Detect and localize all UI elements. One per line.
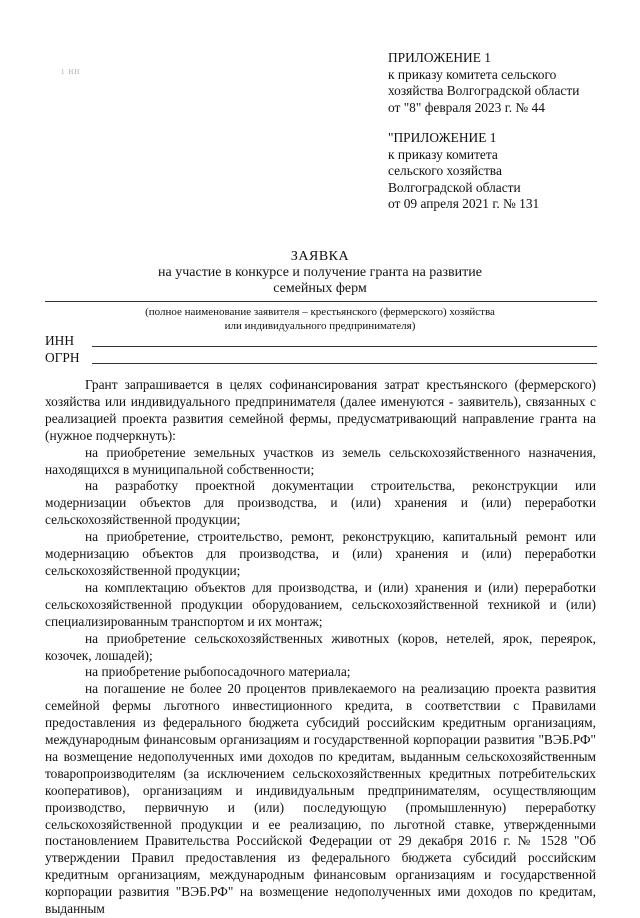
annex-line: сельского хозяйства	[388, 163, 502, 178]
scan-mark: 1 НН	[61, 68, 81, 76]
option-item: на приобретение сельскохозяйственных животных (коров, нетелей, ярок, переярок, козочек, лошадей);	[45, 630, 596, 663]
inn-field-line	[92, 346, 597, 347]
intro-paragraph: Грант запрашивается в целях софинансирования затрат крестьянского (фермерского) хозяйства или индивидуального предпринимателя (далее именуются - заявитель), связанных с реализацией проекта развития семейной фермы, предусматривающий направление гранта на (нужное подчеркнуть):	[45, 377, 596, 443]
annex-line: ПРИЛОЖЕНИЕ 1	[388, 50, 491, 65]
annex-line: к приказу комитета	[388, 146, 498, 162]
annex-line: хозяйства Волгоградской области	[388, 83, 580, 98]
option-item: на приобретение земельных участков из земель сельскохозяйственного назначения, находящихся в муниципальной собственности;	[45, 444, 596, 477]
annex-line: от "8" февраля 2023 г. № 44	[388, 99, 545, 115]
option-item: на комплектацию объектов для производства, и (или) хранения и (или) переработки сельскохозяйственной продукции оборудованием, сельскохозяйственной техникой и (или) специализированным транспортом и их монтаж;	[45, 579, 596, 629]
caption-line: (полное наименование заявителя – крестьянского (фермерского) хозяйства	[145, 306, 495, 318]
title-line: семейных ферм	[273, 281, 367, 296]
option-item: на приобретение, строительство, ремонт, реконструкцию, капитальный ремонт или модернизацию объектов для производства, и (или) хранения и (или) переработки сельскохозяйственной продукции;	[45, 529, 596, 578]
ogrn-field-line	[92, 363, 597, 364]
annex-header-current	[388, 50, 579, 116]
option-item: на разработку проектной документации строительства, реконструкции или модернизации объектов для производства, и (или) хранения и (или) переработки сельскохозяйственной продукции;	[45, 478, 596, 528]
applicant-name-caption	[0, 305, 640, 333]
annex-header-original	[388, 130, 539, 213]
caption-line: или индивидуального предпринимателя)	[224, 320, 416, 332]
title-line: на участие в конкурсе и получение гранта на развитие	[158, 265, 482, 280]
annex-line: от 09 апреля 2021 г. № 131	[388, 196, 540, 211]
document-title	[0, 249, 640, 297]
annex-line: к приказу комитета сельского	[388, 66, 557, 82]
annex-line: "ПРИЛОЖЕНИЕ 1	[388, 130, 497, 145]
inn-label: ИНН	[45, 333, 75, 348]
title-heading: ЗАЯВКА	[290, 249, 350, 264]
option-item: на приобретение рыбопосадочного материала;	[85, 664, 351, 680]
ogrn-label: ОГРН	[45, 350, 80, 365]
application-body	[45, 377, 596, 918]
option-item: на погашение не более 20 процентов привлекаемого на реализацию проекта развития семейной фермы льготного инвестиционного кредита, в соответствии с Правилами предоставления из федерального бюджета субсидий российским кредитным организациям, международным финансовым организациям и государственной корпорации развития "ВЭБ.РФ" на возмещение недополученных ими доходов по кредитам, выданным сельскохозяйственным товаропроизводителям (за исключением сельскохозяйственных кредитных потребительских кооперативов), организациям и индивидуальным предпринимателям, осуществляющим производство, первичную и (или) последующую (промышленную) переработку сельскохозяйственной продукции и ее реализацию, по льготной ставке, утвержденными постановлением Правительства Российской Федерации от 29 декабря 2016 г. № 1528 "Об утверждении Правил предоставления из федерального бюджета субсидий российским кредитным организациям, международным финансовым организациям и государственной корпорации развития "ВЭБ.РФ" на возмещение недополученных ими доходов по кредитам, выданным	[45, 681, 596, 917]
annex-line: Волгоградской области	[388, 179, 521, 195]
applicant-name-line	[45, 301, 597, 302]
